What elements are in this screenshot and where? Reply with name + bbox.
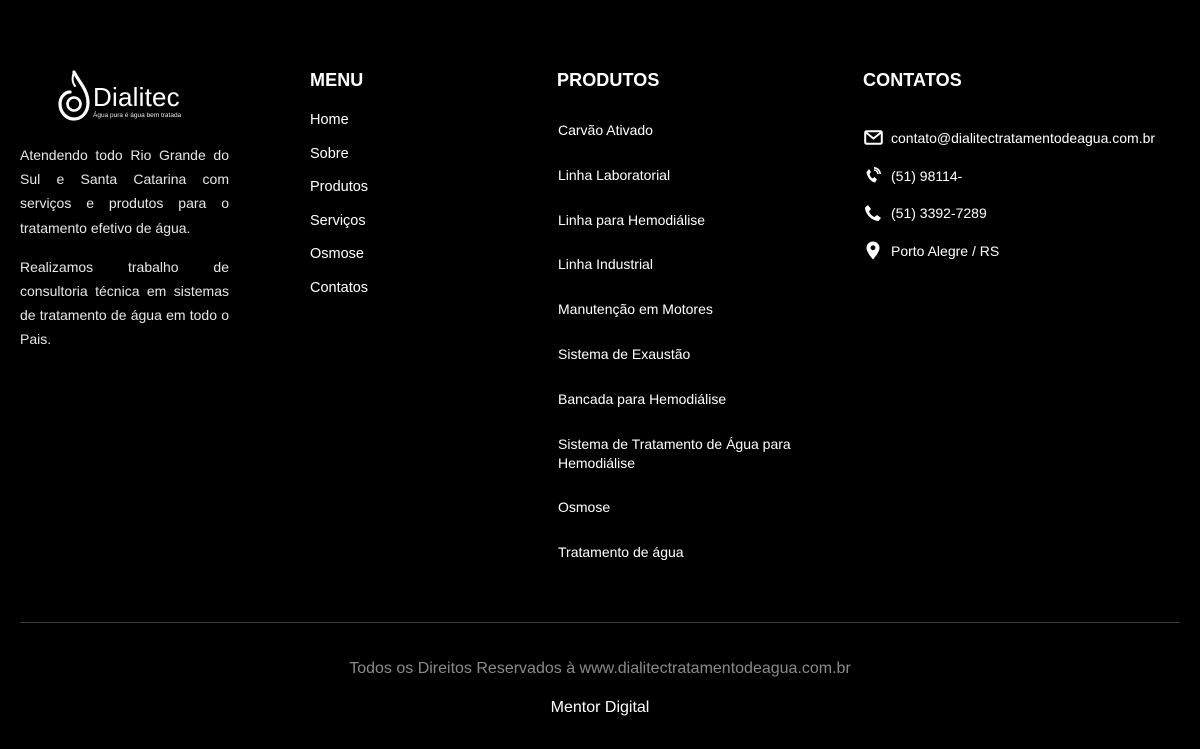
menu-heading: MENU: [310, 70, 364, 90]
envelope-icon: [863, 128, 883, 148]
contatos-list: [863, 119, 1183, 270]
menu-link-sobre[interactable]: Sobre: [310, 145, 349, 162]
brand-description: Atendendo todo Rio Grande do Sul e Santa Catarina com serviços e produtos para o tratamento efetivo de água.: [20, 147, 229, 236]
produto-link[interactable]: Linha para Hemodiálise: [558, 211, 706, 228]
contact-location[interactable]: [863, 232, 1183, 270]
menu-column: [310, 70, 510, 312]
contact-phone-landline-text: (51) 3392-7289: [891, 205, 987, 222]
footer-divider: [20, 622, 1180, 623]
contatos-heading: CONTATOS: [863, 70, 962, 90]
contact-phone-mobile[interactable]: [863, 157, 1183, 195]
contact-email[interactable]: [863, 119, 1183, 157]
contact-email-text: contato@dialitectratamentodeagua.com.br: [891, 129, 1156, 146]
produtos-column: [557, 70, 827, 588]
brand-column: [20, 70, 229, 352]
logo[interactable]: [57, 70, 189, 122]
contatos-column: [863, 70, 1183, 270]
produto-link[interactable]: Sistema de Exaustão: [558, 345, 691, 362]
produto-link[interactable]: Linha Laboratorial: [558, 166, 671, 183]
menu-link-home[interactable]: Home: [310, 112, 349, 128]
menu-list: [310, 110, 510, 312]
produtos-heading: PRODUTOS: [557, 70, 660, 90]
copyright-text: Todos os Direitos Reservados à www.dialitectratamentodeagua.com.br: [349, 660, 851, 677]
brand-consulting-text: Realizamos trabalho de consultoria técnica em sistemas de tratamento de água em todo o Pais.: [20, 258, 229, 348]
produto-link[interactable]: Bancada para Hemodiálise: [558, 390, 727, 407]
developer-credit-link[interactable]: Mentor Digital: [550, 699, 650, 716]
map-pin-icon: [863, 241, 883, 261]
logo-name: Dialitec: [93, 82, 180, 112]
produto-link[interactable]: Linha Industrial: [558, 256, 653, 273]
menu-link-contatos[interactable]: Contatos: [310, 279, 369, 296]
menu-link-servicos[interactable]: Serviços: [310, 212, 366, 229]
water-drop-logo-icon: [57, 70, 93, 122]
phone-ringing-icon: [863, 166, 883, 186]
menu-link-osmose[interactable]: Osmose: [310, 246, 364, 263]
produto-link[interactable]: Carvão Ativado: [558, 122, 653, 138]
contact-location-text: Porto Alegre / RS: [891, 242, 1000, 259]
contact-phone-landline[interactable]: [863, 194, 1183, 232]
produto-link[interactable]: Sistema de Tratamento de Água para Hemodiálise: [558, 435, 791, 471]
produto-link[interactable]: Tratamento de água: [558, 544, 684, 561]
produto-link[interactable]: Manutenção em Motores: [558, 301, 713, 318]
logo-tagline: Água pura é água bem tratada: [93, 112, 182, 119]
produtos-list: [557, 121, 827, 562]
contact-phone-mobile-text: (51) 98114-: [891, 167, 963, 184]
produto-link[interactable]: Osmose: [558, 499, 611, 516]
menu-link-produtos[interactable]: Produtos: [310, 179, 369, 196]
phone-icon: [863, 203, 883, 223]
